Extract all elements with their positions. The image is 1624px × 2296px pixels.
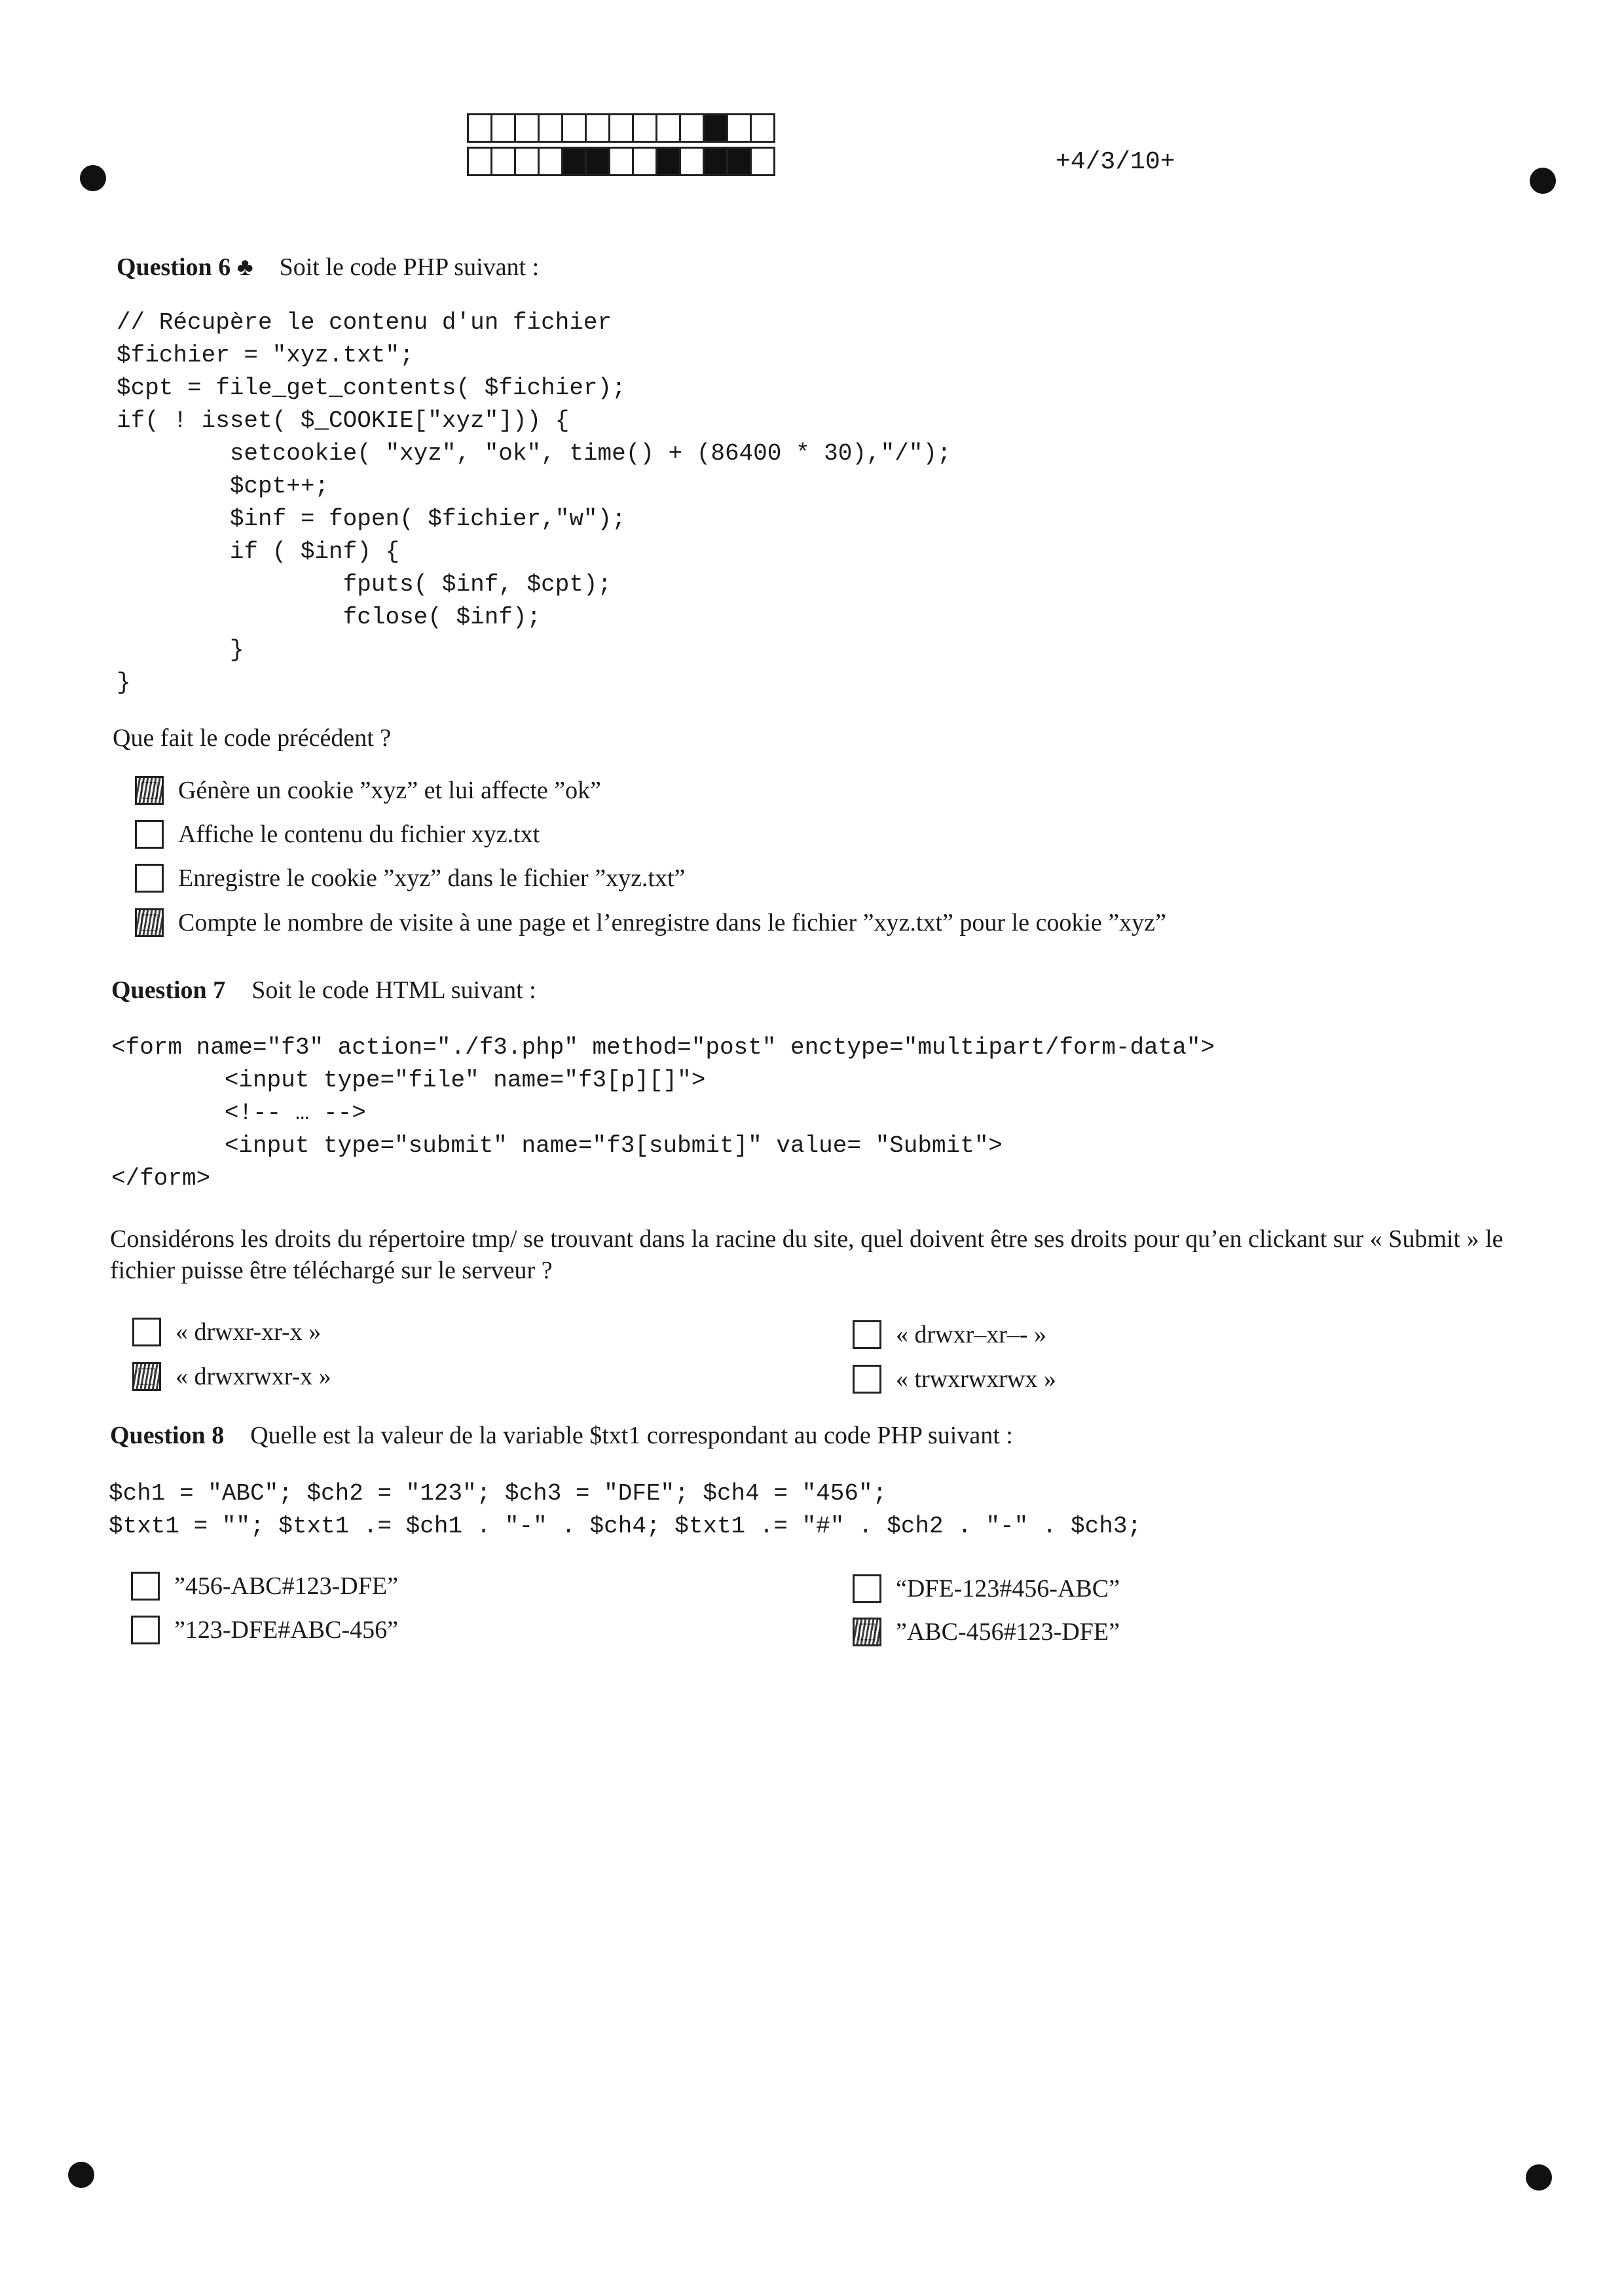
code-cell	[563, 115, 587, 141]
answer-checkbox[interactable]	[135, 864, 164, 893]
answer-checkbox[interactable]	[131, 1572, 160, 1601]
answer-text: « drwxr-xr-x »	[175, 1318, 322, 1346]
answer-checkbox[interactable]	[853, 1365, 881, 1394]
binary-code-strip	[467, 147, 775, 176]
answer-text: “DFE-123#456-ABC”	[896, 1575, 1120, 1602]
code-cell	[752, 149, 773, 174]
registration-mark-bottom-right	[1526, 2164, 1552, 2191]
answer-option[interactable]	[135, 864, 685, 893]
question-8-heading	[110, 1421, 1013, 1450]
answer-option[interactable]	[135, 908, 1166, 937]
code-cell	[492, 149, 516, 174]
code-cell	[540, 149, 563, 174]
question-7-heading	[111, 976, 536, 1005]
code-cell	[469, 149, 492, 174]
answer-text: Enregistre le cookie ”xyz” dans le fichier ”xyz.txt”	[178, 864, 686, 892]
answer-option[interactable]	[853, 1618, 1120, 1646]
answer-checkbox[interactable]	[132, 1318, 161, 1346]
binary-code-strip	[467, 113, 775, 143]
answer-option[interactable]	[853, 1365, 1056, 1394]
html-code-block: <form name="f3" action="./f3.php" method="post" enctype="multipart/form-data"> <input type="file" name="f3[p][]"> <!-- … --> <input type="submit" name="f3[submit]" value= "Submit"> </form>	[111, 1034, 1215, 1192]
code-cell	[587, 149, 610, 174]
question-text: Soit le code PHP suivant :	[279, 253, 540, 281]
question-text: Quelle est la valeur de la variable $txt1 correspondant au code PHP suivant :	[250, 1422, 1013, 1449]
code-cell	[516, 149, 540, 174]
code-cell	[705, 115, 728, 141]
question-label: Question 8	[110, 1422, 225, 1449]
answer-checkbox[interactable]	[135, 908, 164, 937]
answer-text: ”ABC-456#123-DFE”	[896, 1618, 1120, 1646]
code-cell	[728, 115, 752, 141]
question-text: Soit le code HTML suivant :	[251, 976, 536, 1004]
answer-text: Affiche le contenu du fichier xyz.txt	[178, 821, 540, 848]
code-cell	[634, 149, 657, 174]
code-cell	[492, 115, 516, 141]
answer-checkbox[interactable]	[853, 1320, 881, 1349]
answer-checkbox[interactable]	[131, 1616, 160, 1644]
php-code-block: // Récupère le contenu d'un fichier $fichier = "xyz.txt"; $cpt = file_get_contents( $fichier); if( ! isset( $_COOKIE["xyz"])) { setcookie( "xyz", "ok", time() + (86400 * 30),"/"); $cpt++; $inf = fopen( $fichier,"w"); if ( $inf) { fputs( $inf, $cpt); fclose( $inf); } }	[117, 309, 951, 696]
answer-option[interactable]	[135, 820, 540, 849]
answer-checkbox[interactable]	[853, 1574, 881, 1603]
registration-mark-bottom-left	[68, 2162, 94, 2188]
answer-checkbox[interactable]	[135, 776, 164, 805]
code-cell	[610, 115, 634, 141]
registration-mark-top-right	[1530, 168, 1556, 194]
code-cell	[587, 115, 610, 141]
question-prompt: Considérons les droits du répertoire tmp/ se trouvant dans la racine du site, quel doivent être ses droits pour qu’en clickant sur « Submit » le fichier puisse être téléchargé sur le serveur ?	[110, 1225, 1504, 1284]
page-identifier: +4/3/10+	[1056, 148, 1175, 176]
answer-text: Compte le nombre de visite à une page et l’enregistre dans le fichier ”xyz.txt” pour le cookie ”xyz”	[178, 909, 1166, 936]
answer-option[interactable]	[131, 1616, 398, 1644]
code-cell	[657, 149, 681, 174]
answer-option[interactable]	[853, 1320, 1046, 1349]
code-cell	[540, 115, 563, 141]
code-cell	[634, 115, 657, 141]
code-cell	[563, 149, 587, 174]
answer-option[interactable]	[131, 1572, 398, 1601]
question-6-heading	[117, 253, 539, 282]
php-code-block: $ch1 = "ABC"; $ch2 = "123"; $ch3 = "DFE"; $ch4 = "456"; $txt1 = ""; $txt1 .= $ch1 . "-" . $ch4; $txt1 .= "#" . $ch2 . "-" . $ch3;	[109, 1480, 1142, 1540]
answer-text: « drwxrwxr-x »	[175, 1363, 331, 1390]
code-cell	[705, 149, 728, 174]
answer-checkbox[interactable]	[853, 1618, 881, 1646]
code-cell	[752, 115, 773, 141]
answer-option[interactable]	[135, 776, 601, 805]
answer-option[interactable]	[132, 1318, 321, 1346]
question-label: Question 7	[111, 976, 226, 1004]
registration-mark-top-left	[80, 165, 106, 191]
answer-option[interactable]	[853, 1574, 1120, 1603]
code-cell	[657, 115, 681, 141]
question-label: Question 6 ♣	[117, 253, 253, 281]
code-cell	[681, 115, 705, 141]
code-cell	[610, 149, 634, 174]
code-cell	[516, 115, 540, 141]
answer-text: ”123-DFE#ABC-456”	[174, 1616, 398, 1644]
answer-option[interactable]	[132, 1362, 331, 1391]
answer-text: ”456-ABC#123-DFE”	[174, 1572, 398, 1600]
question-prompt: Que fait le code précédent ?	[113, 724, 392, 752]
answer-text: « drwxr–xr–- »	[896, 1321, 1047, 1348]
code-cell	[469, 115, 492, 141]
code-cell	[728, 149, 752, 174]
answer-checkbox[interactable]	[135, 820, 164, 849]
answer-text: « trwxrwxrwx »	[896, 1365, 1056, 1393]
code-cell	[681, 149, 705, 174]
answer-text: Génère un cookie ”xyz” et lui affecte ”ok”	[178, 777, 601, 804]
answer-checkbox[interactable]	[132, 1362, 161, 1391]
